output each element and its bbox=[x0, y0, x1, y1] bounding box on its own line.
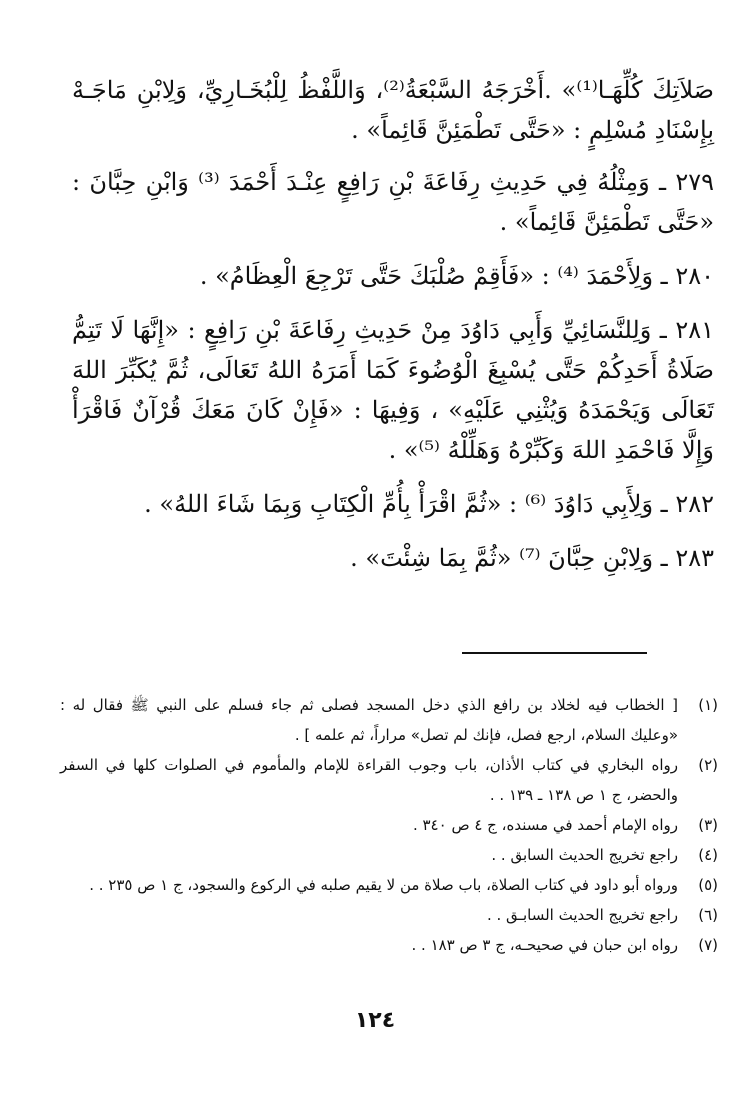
hadith-281: ٢٨١ ـ وَلِلنَّسَائِيِّ وَأَبِي دَاوُدَ مِنْ حَدِيثِ رِفَاعَةَ بْنِ رَافِعٍ : «إِنَّهَا لَا تَتِمُّ صَلَاةُ أَحَدِكُمْ حَتَّى يُسْبِغَ الْوُضُوءَ كَمَا أَمَرَهُ اللهُ تَعَالَى، ثُمَّ يُكَبِّرَ اللهَ تَعَالَى وَيَحْمَدَهُ وَيُثْنِي عَلَيْهِ» ، وَفِيهَا : «فَإِنْ كَانَ مَعَكَ قُرْآنٌ فَاقْرَأْ وَإِلَّا فَاحْمَدِ اللهَ وَكَبِّرْهُ وَهَلِّلْهُ ⁽⁵⁾» . bbox=[72, 316, 714, 464]
hadith-283: ٢٨٣ ـ وَلِابْنِ حِبَّانَ ⁽⁷⁾ «ثُمَّ بِمَا شِئْتَ» . bbox=[350, 544, 714, 572]
hadith-279: ٢٧٩ ـ وَمِثْلُهُ فِي حَدِيثِ رِفَاعَةَ بْنِ رَافِعٍ عِنْـدَ أَحْمَدَ ⁽³⁾ وَابْنِ حِبَّانَ : «حَتَّى تَطْمَئِنَّ قَائِماً» . bbox=[72, 168, 714, 236]
footnote-number: (١) bbox=[698, 696, 718, 714]
footnote-number: (٦) bbox=[698, 906, 718, 924]
paragraph-continuation: صَلاَتِكَ كُلِّهَـا⁽¹⁾» .أَخْرَجَهُ السَّبْعَةُ⁽²⁾، وَاللَّفْظُ لِلْبُخَـارِيِّ، وَلِابْنِ مَاجَـهْ بِإِسْنَادِ مُسْلِمٍ : «حَتَّى تَطْمَئِنَّ قَائِماً» . bbox=[72, 76, 715, 144]
main-text bbox=[72, 70, 714, 592]
footnotes bbox=[60, 690, 718, 960]
footnote-text: راجع تخريج الحديث السابـق . . bbox=[486, 906, 678, 924]
footnote-2 bbox=[60, 750, 718, 810]
footnote-number: (٧) bbox=[698, 936, 718, 954]
footnote-6 bbox=[60, 900, 718, 930]
footnote-5 bbox=[60, 870, 718, 900]
footnote-separator bbox=[462, 652, 647, 654]
footnote-1 bbox=[60, 690, 718, 750]
hadith-280: ٢٨٠ ـ وَلِأَحْمَدَ ⁽⁴⁾ : «فَأَقِمْ صُلْبَكَ حَتَّى تَرْجِعَ الْعِظَامُ» . bbox=[199, 262, 714, 290]
footnote-text: [ الخطاب فيه لخلاد بن رافع الذي دخل المسجد فصلى ثم جاء فسلم على النبي ﷺ فقال له : «وعليك السلام، ارجع فصل، فإنك لم تصل» مراراً، ثم علمه ] . bbox=[60, 696, 678, 744]
footnote-number: (٣) bbox=[698, 816, 718, 834]
footnote-text: رواه ابن حبان في صحيحـه، ج ٣ ص ١٨٣ . . bbox=[411, 936, 678, 954]
footnote-7 bbox=[60, 930, 718, 960]
footnote-number: (٢) bbox=[698, 756, 718, 774]
footnote-text: راجع تخريج الحديث السابق . . bbox=[491, 846, 678, 864]
footnote-number: (٥) bbox=[698, 876, 718, 894]
footnote-text: رواه البخاري في كتاب الأذان، باب وجوب القراءة للإمام والمأموم في الصلوات كلها في السفر والحضر، ج ١ ص ١٣٨ ـ ١٣٩ . . bbox=[60, 756, 678, 804]
footnote-3 bbox=[60, 810, 718, 840]
footnote-text: ورواه أبو داود في كتاب الصلاة، باب صلاة من لا يقيم صلبه في الركوع والسجود، ج ١ ص ٢٣٥ . . bbox=[89, 876, 678, 894]
page-number: ١٢٤ bbox=[354, 1008, 396, 1033]
hadith-282: ٢٨٢ ـ وَلِأَبِي دَاوُدَ ⁽⁶⁾ : «ثُمَّ اقْرَأْ بِأُمِّ الْكِتَابِ وَبِمَا شَاءَ اللهُ» . bbox=[144, 490, 714, 518]
footnote-number: (٤) bbox=[698, 846, 718, 864]
footnote-text: رواه الإمام أحمد في مسنده، ج ٤ ص ٣٤٠ . bbox=[412, 816, 678, 834]
footnote-4 bbox=[60, 840, 718, 870]
